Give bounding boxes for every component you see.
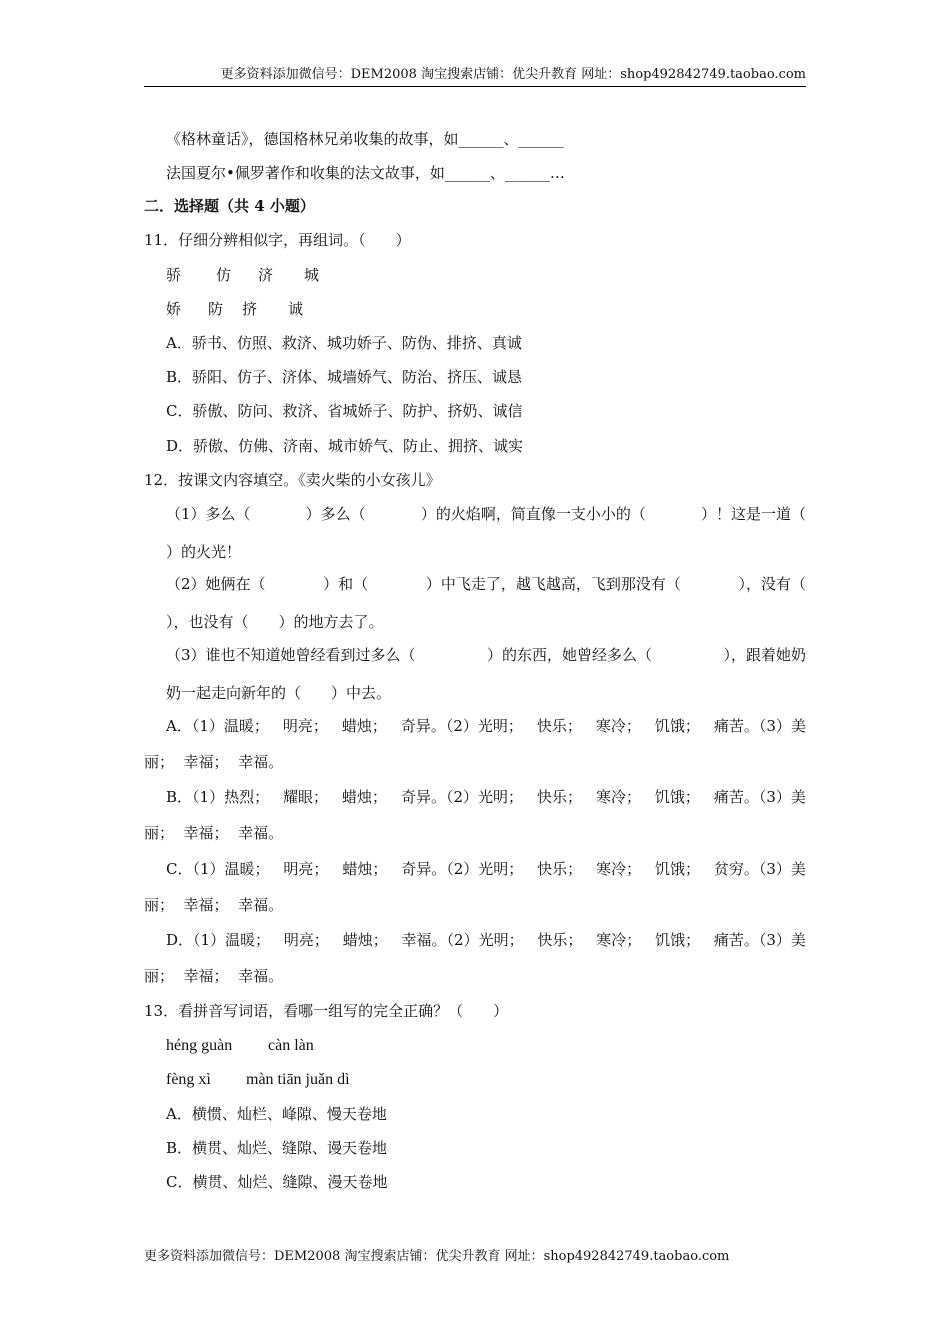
pinyin: fèng xì xyxy=(166,1071,211,1088)
option-segment: 快乐； xyxy=(536,788,582,806)
intro-line-1: 《格林童话》，德国格林兄弟收集的故事，如______、______ xyxy=(166,130,564,148)
char: 诚 xyxy=(288,300,304,318)
q12-option-d-cont: 丽； 幸福； 幸福。 xyxy=(144,967,284,985)
option-segment: C．（1）温暖； xyxy=(166,860,270,878)
option-segment: 奇异。（2）光明； xyxy=(400,717,523,735)
option-segment: 蜡烛； xyxy=(342,931,388,949)
option-segment: 痛苦。（3）美 xyxy=(713,717,806,735)
passage-segment: ）的东西，她曾经多么（ xyxy=(487,646,653,664)
page-footer: 更多资料添加微信号：DEM2008 淘宝搜索店铺：优尖升教育 网址：shop492842749.taobao.com xyxy=(144,1249,730,1264)
option-segment: 奇异。（2）光明； xyxy=(401,860,524,878)
section-title: 二．选择题（共 4 小题） xyxy=(144,197,315,215)
option-segment: D．（1）温暖； xyxy=(166,931,271,949)
q11-option-a[interactable]: A．骄书、仿照、救济、城功娇子、防伪、排挤、真诚 xyxy=(166,334,522,352)
option-segment: 明亮； xyxy=(283,931,329,949)
option-segment: 快乐； xyxy=(537,860,583,878)
intro-line-2: 法国夏尔•佩罗著作和收集的法文故事，如______、______… xyxy=(166,164,565,182)
passage-segment: ）和（ xyxy=(323,575,369,593)
q13-option-b[interactable]: B．横贯、灿烂、缝隙、谩天卷地 xyxy=(166,1139,388,1157)
option-segment: 饥饿； xyxy=(655,931,701,949)
q12-passage-3-line-1 xyxy=(166,645,806,665)
q13-pinyin-row-2 xyxy=(166,1070,350,1090)
passage-segment: （3）谁也不知道她曾经看到过多么（ xyxy=(166,646,416,664)
q12-passage-3-line-2: 奶一起走向新年的（ ）中去。 xyxy=(166,684,392,702)
option-segment: 贫穷。（3）美 xyxy=(713,860,806,878)
option-segment: A．（1）温暖； xyxy=(166,717,269,735)
q12-option-c-cont: 丽； 幸福； 幸福。 xyxy=(144,896,284,914)
option-segment: 快乐； xyxy=(537,931,583,949)
q12-passage-1-line-2: ）的火光！ xyxy=(166,543,242,561)
option-segment: 快乐； xyxy=(536,717,582,735)
char: 济 xyxy=(258,266,274,284)
passage-segment: ），没有（ xyxy=(738,575,806,593)
pinyin: màn tiān juǎn dì xyxy=(246,1071,350,1088)
pinyin: càn làn xyxy=(268,1037,314,1054)
passage-segment: ）！这是一道（ xyxy=(700,505,806,523)
q12-stem: 12．按课文内容填空。《卖火柴的小女孩儿》 xyxy=(144,471,441,489)
passage-segment: （1）多么（ xyxy=(166,505,251,523)
char: 城 xyxy=(304,266,320,284)
q12-passage-2-line-2: ），也没有（ ）的地方去了。 xyxy=(166,613,384,631)
char: 骄 xyxy=(166,266,182,284)
q13-option-a[interactable]: A．横惯、灿栏、峰隙、慢天卷地 xyxy=(166,1105,387,1123)
option-segment: 明亮； xyxy=(283,860,329,878)
option-segment: 饥饿； xyxy=(654,860,700,878)
passage-segment: ），跟着她奶 xyxy=(723,646,806,664)
option-segment: 幸福。（2）光明； xyxy=(401,931,524,949)
q11-char-row-1 xyxy=(166,265,319,285)
option-segment: 寒冷； xyxy=(595,788,641,806)
char: 挤 xyxy=(242,300,258,318)
q11-stem: 11．仔细分辨相似字，再组词。（ ） xyxy=(144,231,411,249)
char: 娇 xyxy=(166,300,182,318)
char: 仿 xyxy=(216,266,232,284)
option-segment: 明亮； xyxy=(282,717,328,735)
option-segment: 蜡烛； xyxy=(341,717,387,735)
option-segment: 痛苦。（3）美 xyxy=(713,788,806,806)
passage-segment: （2）她俩在（ xyxy=(166,575,266,593)
option-segment: 寒冷； xyxy=(596,860,642,878)
q11-option-b[interactable]: B．骄阳、仿子、济体、城墙娇气、防治、挤压、诚恳 xyxy=(166,368,523,386)
q12-option-c[interactable] xyxy=(166,859,806,879)
passage-segment: ）多么（ xyxy=(305,505,366,523)
option-segment: 蜡烛； xyxy=(342,860,388,878)
q12-option-b[interactable] xyxy=(166,787,806,807)
option-segment: 寒冷； xyxy=(596,931,642,949)
option-segment: 寒冷； xyxy=(595,717,641,735)
q13-option-c[interactable]: C．横贯、灿烂、缝隙、漫天卷地 xyxy=(166,1173,388,1191)
pinyin: héng guàn xyxy=(166,1037,233,1054)
passage-segment: ）中飞走了，越飞越高，飞到那没有（ xyxy=(425,575,681,593)
q11-option-c[interactable]: C．骄傲、防问、救济、省城娇子、防护、挤奶、诚信 xyxy=(166,402,523,420)
char: 防 xyxy=(208,300,224,318)
option-segment: 蜡烛； xyxy=(342,788,388,806)
option-segment: 饥饿； xyxy=(654,788,700,806)
page-header: 更多资料添加微信号：DEM2008 淘宝搜索店铺：优尖升教育 网址：shop492842749.taobao.com xyxy=(144,66,806,87)
passage-segment: ）的火焰啊，简直像一支小小的（ xyxy=(420,505,646,523)
q12-option-a[interactable] xyxy=(166,716,806,736)
q12-option-b-cont: 丽； 幸福； 幸福。 xyxy=(144,824,284,842)
option-segment: 痛苦。（3）美 xyxy=(713,931,806,949)
q11-option-d[interactable]: D．骄傲、仿佛、济南、城市娇气、防止、拥挤、诚实 xyxy=(166,437,524,455)
q12-passage-2-line-1 xyxy=(166,574,806,594)
option-segment: 饥饿； xyxy=(654,717,700,735)
q13-pinyin-row-1 xyxy=(166,1036,314,1056)
q11-char-row-2 xyxy=(166,299,303,319)
q12-option-d[interactable] xyxy=(166,930,806,950)
q13-stem: 13．看拼音写词语，看哪一组写的完全正确？（ ） xyxy=(144,1002,509,1020)
option-segment: 耀眼； xyxy=(283,788,329,806)
q12-passage-1-line-1 xyxy=(166,504,806,524)
option-segment: 奇异。（2）光明； xyxy=(400,788,524,806)
option-segment: B．（1）热烈； xyxy=(166,788,270,806)
q12-option-a-cont: 丽； 幸福； 幸福。 xyxy=(144,753,284,771)
